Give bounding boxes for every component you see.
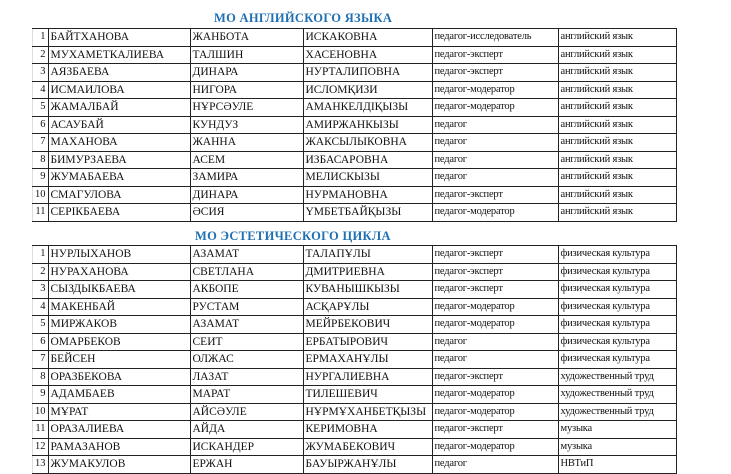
patronymic-cell[interactable]: НУРГАЛИЕВНА	[303, 368, 432, 386]
table-row	[33, 456, 677, 474]
table-row	[33, 151, 677, 169]
patronymic-cell[interactable]: АМИРЖАНКЫЗЫ	[303, 116, 432, 134]
category-cell[interactable]: педагог-эксперт	[432, 368, 558, 386]
row-number[interactable]: 7	[33, 351, 49, 369]
surname-cell[interactable]: СЕРІКБАЕВА	[48, 204, 190, 222]
category-cell[interactable]: педагог-исследователь	[432, 29, 558, 47]
staff-table-english	[32, 28, 677, 222]
table-row	[33, 246, 677, 264]
table-row	[33, 134, 677, 152]
row-number[interactable]: 13	[33, 456, 49, 474]
name-cell[interactable]: АКБОПЕ	[190, 281, 303, 299]
subject-cell[interactable]: музыка	[558, 421, 676, 439]
patronymic-cell[interactable]: ИСЛОМҚИЗИ	[303, 81, 432, 99]
name-cell[interactable]: ИСКАНДЕР	[190, 438, 303, 456]
subject-cell[interactable]: физическая культура	[558, 316, 676, 334]
category-cell[interactable]: педагог-эксперт	[432, 246, 558, 264]
name-cell[interactable]: ТАЛШИН	[190, 46, 303, 64]
patronymic-cell[interactable]: НУРТАЛИПОВНА	[303, 64, 432, 82]
surname-cell[interactable]: НУРЛЫХАНОВ	[48, 246, 190, 264]
surname-cell[interactable]: МҰРАТ	[48, 403, 190, 421]
table-row	[33, 29, 677, 47]
surname-cell[interactable]: АСАУБАЙ	[48, 116, 190, 134]
patronymic-cell[interactable]: МЕЛИСКЫЗЫ	[303, 169, 432, 187]
patronymic-cell[interactable]: ИСКАКОВНА	[303, 29, 432, 47]
category-cell[interactable]: педагог-модератор	[432, 316, 558, 334]
category-cell[interactable]: педагог	[432, 151, 558, 169]
subject-cell[interactable]: английский язык	[558, 204, 676, 222]
category-cell[interactable]: педагог-эксперт	[432, 46, 558, 64]
category-cell[interactable]: педагог-модератор	[432, 438, 558, 456]
name-cell[interactable]: ЖАНБОТА	[190, 29, 303, 47]
name-cell[interactable]: РУСТАМ	[190, 298, 303, 316]
row-number[interactable]: 10	[33, 186, 49, 204]
patronymic-cell[interactable]: ЕРМАХАНҰЛЫ	[303, 351, 432, 369]
name-cell[interactable]: НҰРСӘУЛЕ	[190, 99, 303, 117]
name-cell[interactable]: КУНДУЗ	[190, 116, 303, 134]
category-cell[interactable]: педагог	[432, 456, 558, 474]
table-row	[33, 403, 677, 421]
table-row	[33, 421, 677, 439]
row-number[interactable]: 10	[33, 403, 49, 421]
category-cell[interactable]: педагог-модератор	[432, 204, 558, 222]
surname-cell[interactable]: НУРАХАНОВА	[48, 263, 190, 281]
subject-cell[interactable]: физическая культура	[558, 298, 676, 316]
row-number[interactable]: 4	[33, 298, 49, 316]
category-cell[interactable]: педагог-эксперт	[432, 421, 558, 439]
category-cell[interactable]: педагог	[432, 169, 558, 187]
row-number[interactable]: 8	[33, 151, 49, 169]
patronymic-cell[interactable]: НУРМАНОВНА	[303, 186, 432, 204]
category-cell[interactable]: педагог-эксперт	[432, 186, 558, 204]
section-title-aesthetic: МО ЭСТЕТИЧЕСКОГО ЦИКЛА	[195, 229, 391, 243]
category-cell[interactable]: педагог	[432, 351, 558, 369]
name-cell[interactable]: АСЕМ	[190, 151, 303, 169]
row-number[interactable]: 3	[33, 281, 49, 299]
subject-cell[interactable]: НВТиП	[558, 456, 676, 474]
row-number[interactable]: 4	[33, 81, 49, 99]
name-cell[interactable]: ЗАМИРА	[190, 169, 303, 187]
subject-cell[interactable]: художественный труд	[558, 368, 676, 386]
surname-cell[interactable]: БЕЙСЕН	[48, 351, 190, 369]
patronymic-cell[interactable]: КЕРИМОВНА	[303, 421, 432, 439]
patronymic-cell[interactable]: ҮМБЕТБАЙҚЫЗЫ	[303, 204, 432, 222]
row-number[interactable]: 9	[33, 386, 49, 404]
row-number[interactable]: 1	[33, 246, 49, 264]
surname-cell[interactable]: БИМУРЗАЕВА	[48, 151, 190, 169]
table-row	[33, 298, 677, 316]
table-row	[33, 386, 677, 404]
table-row	[33, 316, 677, 334]
row-number[interactable]: 2	[33, 46, 49, 64]
table-row	[33, 99, 677, 117]
surname-cell[interactable]: МАКЕНБАЙ	[48, 298, 190, 316]
table-row	[33, 281, 677, 299]
name-cell[interactable]: ЛАЗАТ	[190, 368, 303, 386]
subject-cell[interactable]: физическая культура	[558, 333, 676, 351]
name-cell[interactable]: АЗАМАТ	[190, 246, 303, 264]
row-number[interactable]: 11	[33, 421, 49, 439]
surname-cell[interactable]: ЖАМАЛБАЙ	[48, 99, 190, 117]
row-number[interactable]: 8	[33, 368, 49, 386]
subject-cell[interactable]: английский язык	[558, 64, 676, 82]
patronymic-cell[interactable]: ТИЛЕШЕВИЧ	[303, 386, 432, 404]
table-row	[33, 438, 677, 456]
name-cell[interactable]: НИГОРА	[190, 81, 303, 99]
category-cell[interactable]: педагог-модератор	[432, 386, 558, 404]
row-number[interactable]: 5	[33, 99, 49, 117]
surname-cell[interactable]: АДАМБАЕВ	[48, 386, 190, 404]
table-row	[33, 204, 677, 222]
section-title-english: МО АНГЛИЙСКОГО ЯЗЫКА	[214, 11, 393, 25]
staff-table-aesthetic	[32, 245, 677, 474]
category-cell[interactable]: педагог	[432, 134, 558, 152]
table-row	[33, 169, 677, 187]
subject-cell[interactable]: физическая культура	[558, 263, 676, 281]
subject-cell[interactable]: художественный труд	[558, 386, 676, 404]
row-number[interactable]: 12	[33, 438, 49, 456]
category-cell[interactable]: педагог-эксперт	[432, 263, 558, 281]
surname-cell[interactable]: РАМАЗАНОВ	[48, 438, 190, 456]
subject-cell[interactable]: английский язык	[558, 116, 676, 134]
table-row	[33, 81, 677, 99]
row-number[interactable]: 2	[33, 263, 49, 281]
patronymic-cell[interactable]: ХАСЕНОВНА	[303, 46, 432, 64]
subject-cell[interactable]: физическая культура	[558, 281, 676, 299]
patronymic-cell[interactable]: ЖАКСЫЛЫКОВНА	[303, 134, 432, 152]
surname-cell[interactable]: СЫЗДЫКБАЕВА	[48, 281, 190, 299]
category-cell[interactable]: педагог-эксперт	[432, 281, 558, 299]
subject-cell[interactable]: английский язык	[558, 81, 676, 99]
row-number[interactable]: 3	[33, 64, 49, 82]
row-number[interactable]: 11	[33, 204, 49, 222]
subject-cell[interactable]: музыка	[558, 438, 676, 456]
surname-cell[interactable]: ИСМАИЛОВА	[48, 81, 190, 99]
category-cell[interactable]: педагог-модератор	[432, 403, 558, 421]
row-number[interactable]: 1	[33, 29, 49, 47]
name-cell[interactable]: ДИНАРА	[190, 64, 303, 82]
surname-cell[interactable]: ОМАРБЕКОВ	[48, 333, 190, 351]
patronymic-cell[interactable]: ДМИТРИЕВНА	[303, 263, 432, 281]
surname-cell[interactable]: ЖУМАБАЕВА	[48, 169, 190, 187]
patronymic-cell[interactable]: ИЗБАСАРОВНА	[303, 151, 432, 169]
table-row	[33, 263, 677, 281]
patronymic-cell[interactable]: ТАЛАПҰЛЫ	[303, 246, 432, 264]
surname-cell[interactable]: МИРЖАКОВ	[48, 316, 190, 334]
table-row	[33, 64, 677, 82]
table-row	[33, 368, 677, 386]
category-cell[interactable]: педагог-модератор	[432, 81, 558, 99]
subject-cell[interactable]: художественный труд	[558, 403, 676, 421]
name-cell[interactable]: ДИНАРА	[190, 186, 303, 204]
name-cell[interactable]: АЙСӘУЛЕ	[190, 403, 303, 421]
name-cell[interactable]: МАРАТ	[190, 386, 303, 404]
name-cell[interactable]: АЗАМАТ	[190, 316, 303, 334]
surname-cell[interactable]: АЯЗБАЕВА	[48, 64, 190, 82]
patronymic-cell[interactable]: ЕРБАТЫРОВИЧ	[303, 333, 432, 351]
subject-cell[interactable]: английский язык	[558, 169, 676, 187]
table-row	[33, 186, 677, 204]
surname-cell[interactable]: МУХАМЕТКАЛИЕВА	[48, 46, 190, 64]
surname-cell[interactable]: МАХАНОВА	[48, 134, 190, 152]
subject-cell[interactable]: английский язык	[558, 46, 676, 64]
surname-cell[interactable]: ЖУМАКУЛОВ	[48, 456, 190, 474]
table-row	[33, 333, 677, 351]
row-number[interactable]: 5	[33, 316, 49, 334]
subject-cell[interactable]: английский язык	[558, 29, 676, 47]
name-cell[interactable]: СВЕТЛАНА	[190, 263, 303, 281]
category-cell[interactable]: педагог-модератор	[432, 298, 558, 316]
subject-cell[interactable]: английский язык	[558, 151, 676, 169]
patronymic-cell[interactable]: АСҚАРҰЛЫ	[303, 298, 432, 316]
name-cell[interactable]: ЕРЖАН	[190, 456, 303, 474]
surname-cell[interactable]: БАЙТХАНОВА	[48, 29, 190, 47]
subject-cell[interactable]: английский язык	[558, 186, 676, 204]
surname-cell[interactable]: ОРАЗАЛИЕВА	[48, 421, 190, 439]
name-cell[interactable]: ОЛЖАС	[190, 351, 303, 369]
subject-cell[interactable]: английский язык	[558, 99, 676, 117]
name-cell[interactable]: СЕИТ	[190, 333, 303, 351]
row-number[interactable]: 9	[33, 169, 49, 187]
surname-cell[interactable]: СМАГУЛОВА	[48, 186, 190, 204]
subject-cell[interactable]: английский язык	[558, 134, 676, 152]
subject-cell[interactable]: физическая культура	[558, 351, 676, 369]
patronymic-cell[interactable]: АМАНКЕЛДІҚЫЗЫ	[303, 99, 432, 117]
table-row	[33, 351, 677, 369]
category-cell[interactable]: педагог-модератор	[432, 99, 558, 117]
patronymic-cell[interactable]: БАУЫРЖАНҰЛЫ	[303, 456, 432, 474]
name-cell[interactable]: АЙДА	[190, 421, 303, 439]
category-cell[interactable]: педагог	[432, 333, 558, 351]
category-cell[interactable]: педагог-эксперт	[432, 64, 558, 82]
row-number[interactable]: 6	[33, 333, 49, 351]
table-row	[33, 46, 677, 64]
name-cell[interactable]: ЖАННА	[190, 134, 303, 152]
patronymic-cell[interactable]: ЖУМАБЕКОВИЧ	[303, 438, 432, 456]
subject-cell[interactable]: физическая культура	[558, 246, 676, 264]
patronymic-cell[interactable]: НҰРМҰХАНБЕТҚЫЗЫ	[303, 403, 432, 421]
row-number[interactable]: 7	[33, 134, 49, 152]
row-number[interactable]: 6	[33, 116, 49, 134]
patronymic-cell[interactable]: КУВАНЫШКЫЗЫ	[303, 281, 432, 299]
patronymic-cell[interactable]: МЕЙРБЕКОВИЧ	[303, 316, 432, 334]
table-row	[33, 116, 677, 134]
surname-cell[interactable]: ОРАЗБЕКОВА	[48, 368, 190, 386]
category-cell[interactable]: педагог	[432, 116, 558, 134]
name-cell[interactable]: ӘСИЯ	[190, 204, 303, 222]
